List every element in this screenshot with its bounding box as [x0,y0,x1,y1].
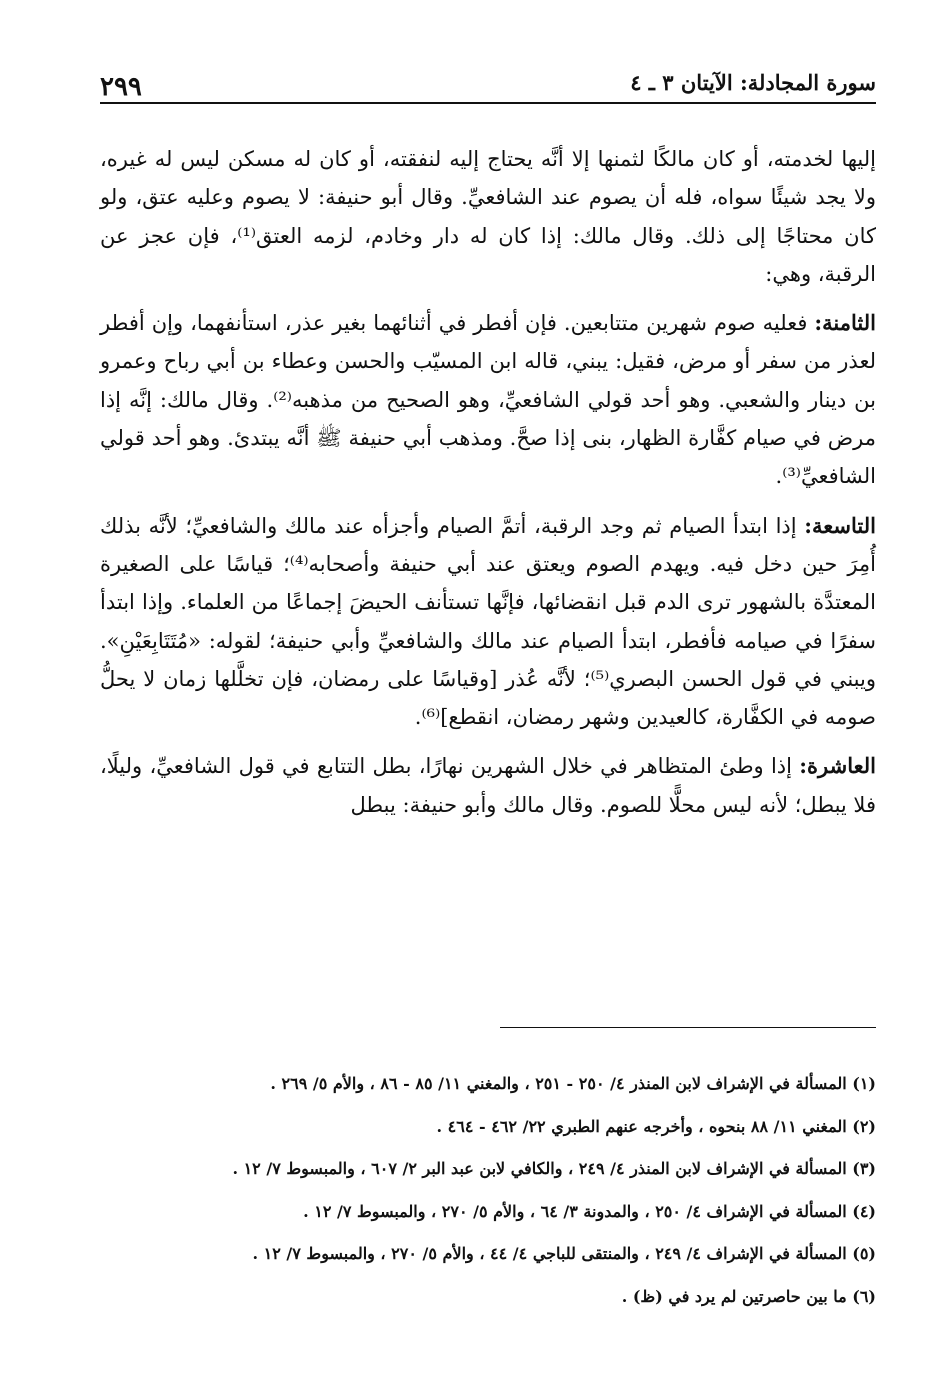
footnote: (٢) المغني ١١/ ٨٨ بنحوه ، وأخرجه عنهم الطبري ٢٢/ ٤٦٢ - ٤٦٤ . [436,1116,876,1136]
paragraph-heading: التاسعة: [804,512,876,538]
paragraph [100,304,876,495]
footnote: (٦) ما بين حاصرتين لم يرد في (ظ) . [621,1286,876,1306]
body-text [100,140,876,824]
footnote: (١) المسألة في الإشراف لابن المنذر ٤/ ٢٥٠ - ٢٥١ ، والمغني ١١/ ٨٥ - ٨٦ ، والأم ٥/ ٢٦٩ . [270,1074,876,1093]
paragraph [100,140,876,293]
footnote-divider [500,1027,876,1028]
footnote: (٣) المسألة في الإشراف لابن المنذر ٤/ ٢٤٩ ، والكافي لابن عبد البر ٢/ ٦٠٧ ، والمبسوط ٧/ ١٢ . [232,1159,876,1179]
page-number: ٢٩٩ [100,72,142,102]
page-header [100,62,876,102]
paragraph-text: إليها لخدمته، أو كان مالكًا لثمنها إلا أنَّه يحتاج إليه لنفقته، أو كان له مسكن ليس له غيره، ولا يجد شيئًا سواه، فله أن يصوم عند الشافعيِّ. وقال أبو حنيفة: لا يصوم وعليه عتق، ولو كان محتاجًا إلى ذلك. وقال مالك: إذا كان له دار وخادم، لزمه العتق⁽¹⁾، فإن عجز عن الرقبة، وهي: [100,147,876,286]
paragraph-text: إذا ابتدأ الصيام ثم وجد الرقبة، أتمَّ الصيام وأجزأه عند مالك والشافعيِّ؛ لأنَّه بذلك أُمِرَ حين دخل فيه. ويهدم الصوم ويعتق عند أبي حنيفة وأصحابه⁽⁴⁾؛ قياسًا على الصغيرة المعتدَّة بالشهور ترى الدم قبل انقضائها، فإنَّها تستأنف الحيضَ إجماعًا من العلماء. وإذا ابتدأ سفرًا في صيامه فأفطر، ابتدأ الصيام عند مالك والشافعيِّ وأبي حنيفة؛ لقوله: «مُتَتَابِعَيْنِ». ويبني في قول الحسن البصري⁽⁵⁾؛ لأنَّه عُذر [وقياسًا على رمضان، فإن تخلَّلها زمان لا يحلُّ صومه في الكفَّارة، كالعيدين وشهر رمضان، انقطع]⁽⁶⁾. [100,513,876,730]
paragraph-text: فعليه صوم شهرين متتابعين. فإن أفطر في أثنائهما بغير عذر، استأنفهما، وإن أفطر لعذر من سفر أو مرض، فقيل: يبني، قاله ابن المسيّب والحسن وعطاء بن أبي رباح وعمرو بن دينار والشعبي. وهو أحد قولي الشافعيِّ، وهو الصحيح من مذهبه⁽²⁾. وقال مالك: إنَّه إذا مرض في صيام كفَّارة الظهار، بنى إذا صحَّ. ومذهب أبي حنيفة ﷺ أنَّه يبتدئ. وهو أحد قولي الشافعيِّ⁽³⁾. [100,311,876,489]
running-title: سورة المجادلة: الآيتان ٣ ـ ٤ [630,70,876,95]
paragraph [100,747,876,824]
paragraph-heading: العاشرة: [799,753,876,779]
footnotes [100,1063,876,1319]
paragraph [100,507,876,737]
paragraph-text: إذا وطئ المتظاهر في خلال الشهرين نهارًا، بطل التتابع في قول الشافعيِّ، وليلًا، فلا يبطل؛ لأنه ليس محلًّا للصوم. وقال مالك وأبو حنيفة: يبطل [100,754,876,817]
footnote: (٥) المسألة في الإشراف ٤/ ٢٤٩ ، والمنتقى للباجي ٤/ ٤٤ ، والأم ٥/ ٢٧٠ ، والمبسوط ٧/ ١٢ . [252,1244,876,1264]
footnote: (٤) المسألة في الإشراف ٤/ ٢٥٠ ، والمدونة ٣/ ٦٤ ، والأم ٥/ ٢٧٠ ، والمبسوط ٧/ ١٢ . [303,1201,876,1221]
paragraph-heading: الثامنة: [814,310,876,336]
header-divider [100,102,876,104]
